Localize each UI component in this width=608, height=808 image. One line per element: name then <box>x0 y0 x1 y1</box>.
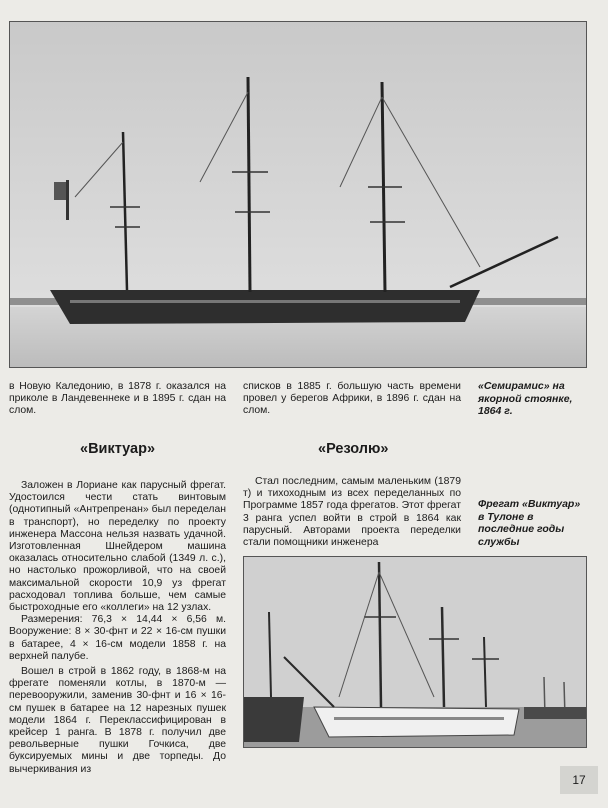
middle-intro-text: списков в 1885 г. большую часть времени провел у берегов Африки, в 1896 г. сдан на слом. <box>243 381 461 417</box>
top-photo-caption: «Семирамис» на якорной стоянке, 1864 г. <box>478 380 573 417</box>
resolue-heading: «Резолю» <box>318 441 389 457</box>
victoire-paragraph-3: Вошел в строй в 1862 году, в 1868-м на фрегате поменяли котлы, в 1870-м — перевооружили, заменив 30-фнт и 16 × 16-см пушек в батарее на 12 нарезных пушек модели 1864 г. Переклассифицирован в крейсер 1 ранга. В 1878 г. получил две револьверные пушки Гочкиса, две буксируемых мины и две торпеды. До вычеркивания из <box>9 666 226 775</box>
page-number: 17 <box>560 766 598 794</box>
top-ship-photo <box>9 21 587 368</box>
middle-column <box>243 381 461 418</box>
bottom-ship-photo <box>243 556 587 748</box>
victoire-heading: «Виктуар» <box>80 441 156 457</box>
resolue-paragraph-1: Стал последним, самым маленьким (1879 т) и тихоходным из всех переделанных по Программе 1857 года фрегатов. Этот фрегат 3 ранга успел войти в строй в 1864 как парусный. Авторами проекта переделки стали помощники инженера <box>243 476 461 549</box>
bottom-photo-caption: Фрегат «Виктуар» в Тулоне в последние годы службы <box>478 498 581 548</box>
left-intro-text: в Новую Каледонию, в 1878 г. оказался на приколе в Ландевеннеке и в 1895 г. сдан на слом. <box>9 381 226 417</box>
left-body <box>9 480 226 776</box>
middle-body <box>243 476 461 549</box>
left-column <box>9 381 226 418</box>
victoire-paragraph-2: Размерения: 76,3 × 14,44 × 6,56 м. Вооружение: 8 × 30-фнт и 22 × 16-см пушки в батарее, 4 × 16-см модели 1858 г. на верхней палубе. <box>9 614 226 662</box>
victoire-paragraph-1: Заложен в Лориане как парусный фрегат. Удостоился чести стать винтовым (однотипный «Антрепренан» был переделан в транспорт), но переделку по проекту инженера Массона нельзя назвать удачной. Изготовленная Шнейдером машина оказалась относительно слабой (1349 л. с.), но настолько прожорливой, что на своей максимальной скорости 10,9 уз фрегат расходовал топлива больше, чем самые быстроходные его «коллеги» на 12 узлах. <box>9 480 226 614</box>
